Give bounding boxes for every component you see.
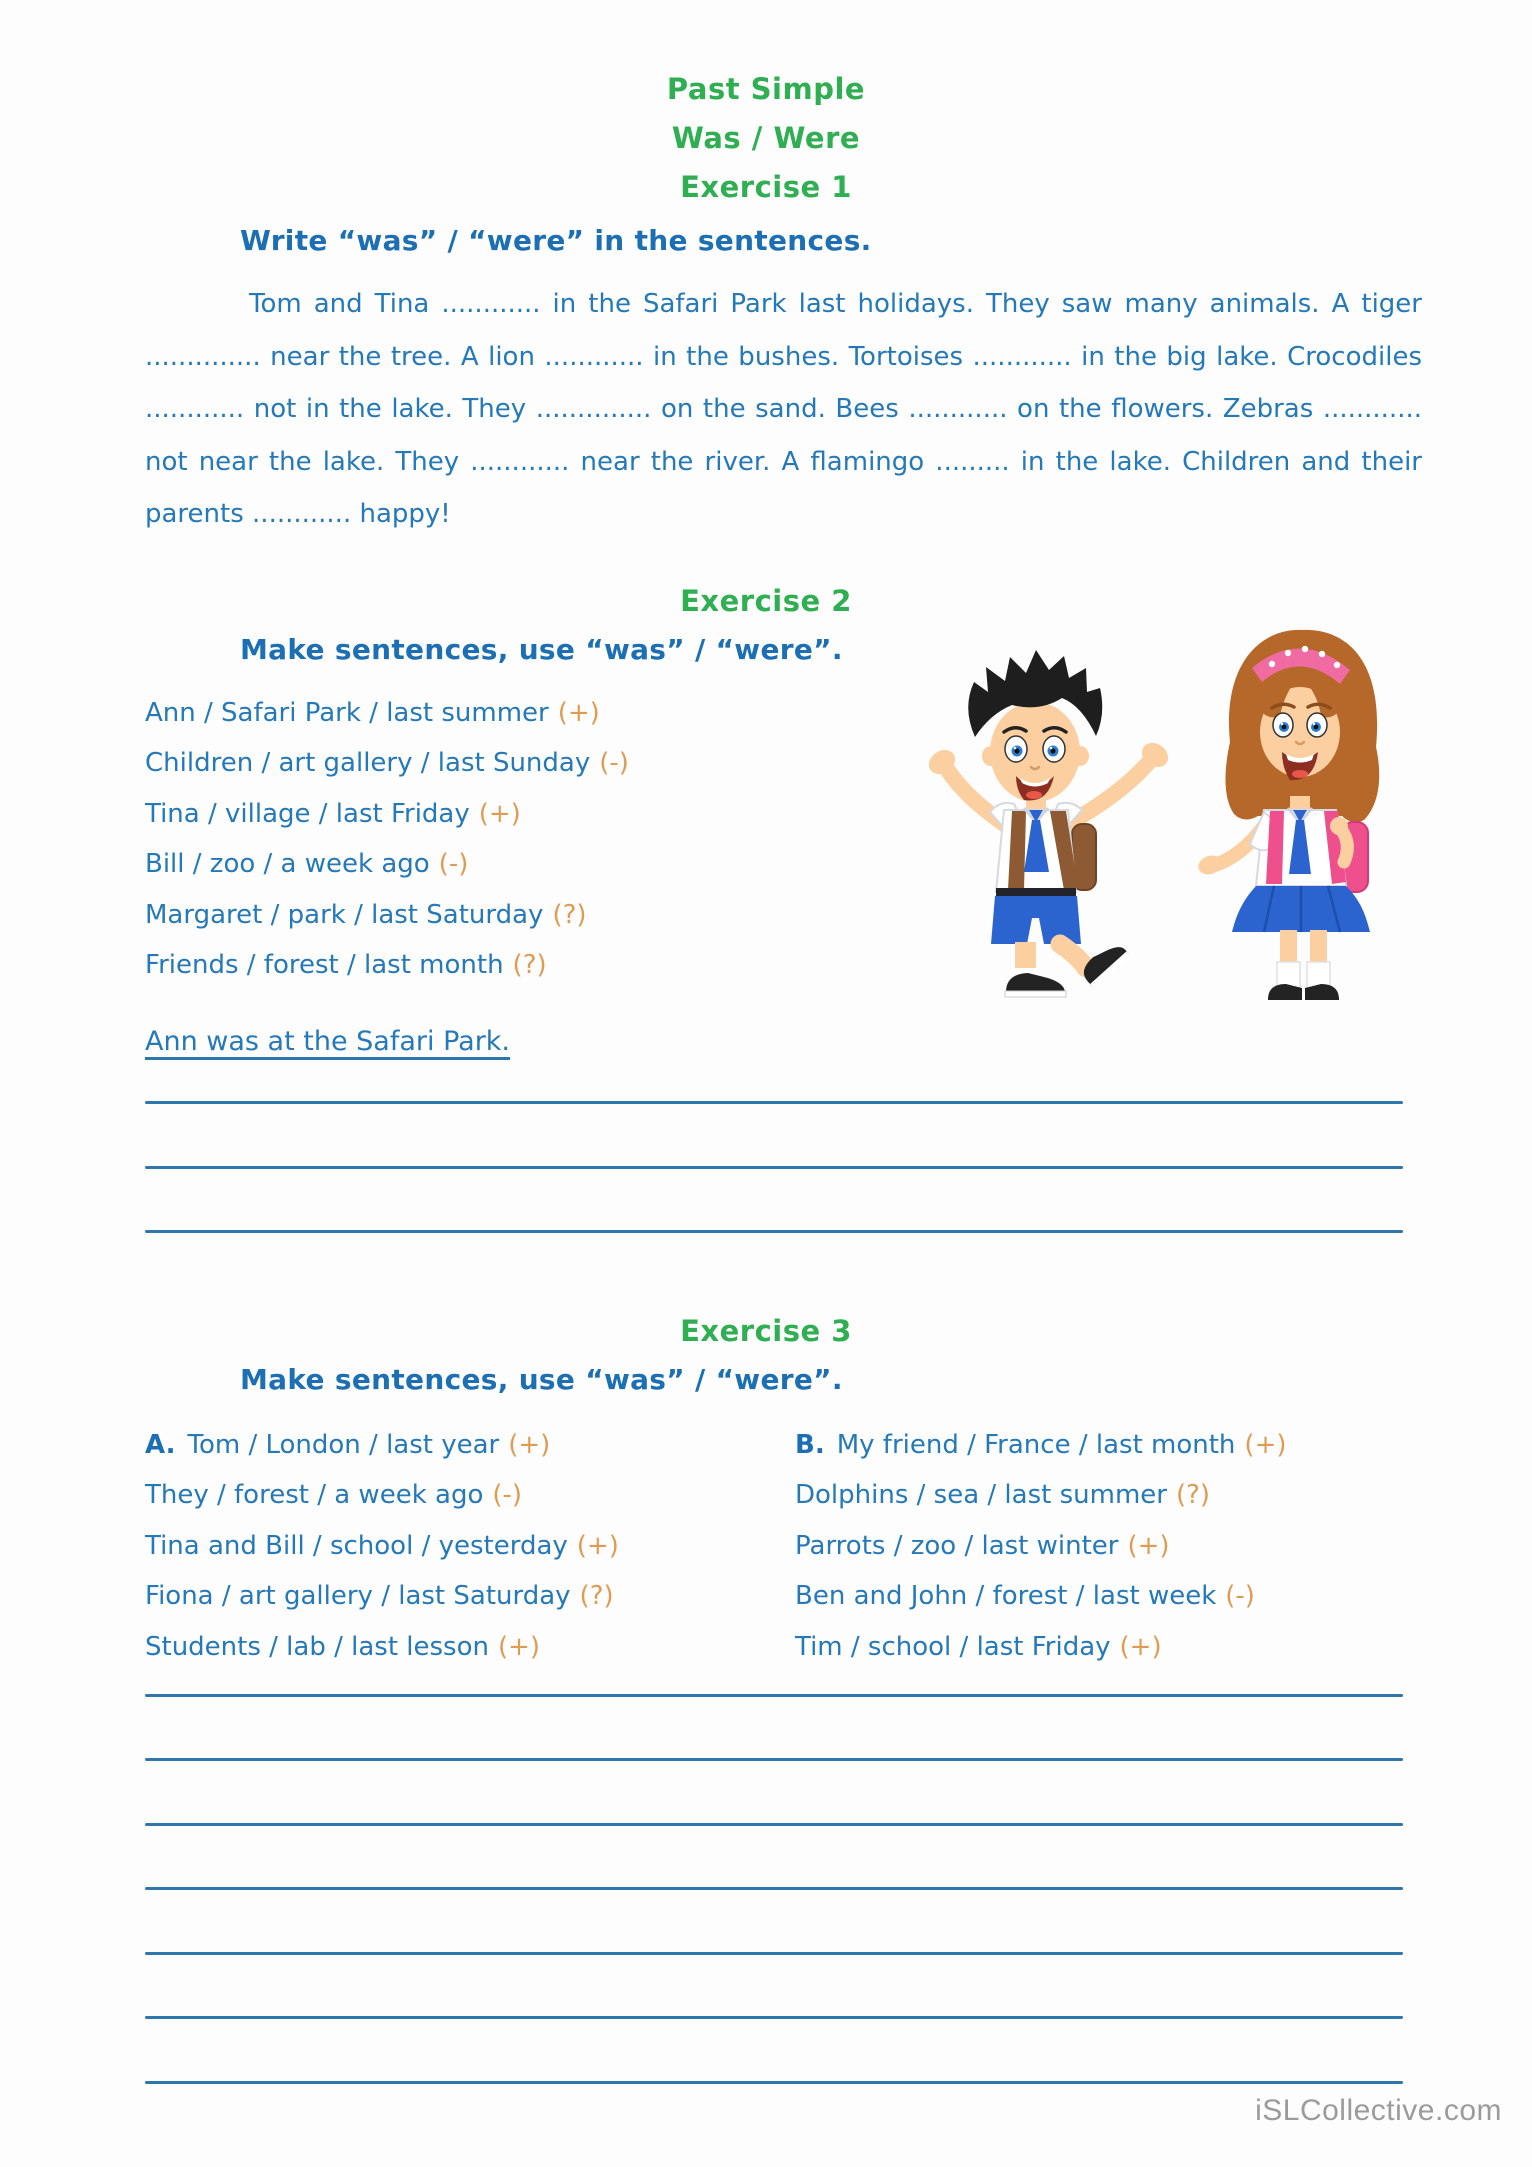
list-item: Children / art gallery / last Sunday (-) [145, 748, 629, 779]
polarity-marker: (-) [438, 849, 469, 880]
list-item: Tina / village / last Friday (+) [145, 798, 521, 829]
polarity-marker: (+) [576, 1530, 619, 1561]
list-item: Friends / forest / last month (?) [145, 950, 547, 981]
exercise1-gapfill-paragraph: Tom and Tina ............ in the Safari Park last holidays. They saw many animals. A tiger .............. near the tree. A lion ............ in the bushes. Tortoises ............ in the big lake. Crocodiles ............ not in the lake. They .............. on the sand. Bees ............ on the flowers. Zebras ............ not near the lake. They ............ near the river. A flamingo ......... in the lake. Children and their parents ............ happy! [145, 289, 1422, 529]
answer-line [145, 1758, 1403, 1761]
list-item: Fiona / art gallery / last Saturday (?) [145, 1581, 614, 1612]
worksheet-title: Past Simple [666, 72, 866, 106]
students-illustration-svg [912, 612, 1417, 1012]
answer-line [145, 1101, 1403, 1104]
exercise2-heading: Exercise 2 [680, 584, 852, 618]
exercise1-instruction: Write “was” / “were” in the sentences. [240, 224, 872, 257]
exercise2-instruction: Make sentences, use “was” / “were”. [240, 633, 843, 666]
polarity-marker: (-) [1225, 1581, 1255, 1612]
list-item: Parrots / zoo / last winter (+) [795, 1530, 1170, 1561]
polarity-marker: (+) [498, 1631, 541, 1662]
worksheet-subtitle: Was / Were [671, 121, 861, 155]
answer-line [145, 2016, 1403, 2019]
exercise3-column-b [795, 1420, 1287, 1672]
list-item: Dolphins / sea / last summer (?) [795, 1480, 1211, 1511]
answer-line [145, 1952, 1403, 1955]
list-item: Ben and John / forest / last week (-) [795, 1581, 1255, 1612]
polarity-marker: (-) [492, 1480, 523, 1511]
list-item: Margaret / park / last Saturday (?) [145, 899, 587, 930]
list-item: B. My friend / France / last month (+) [795, 1430, 1287, 1460]
list-item: A. Tom / London / last year (+) [145, 1430, 551, 1460]
students-illustration [912, 612, 1417, 1012]
list-item: Students / lab / last lesson (+) [145, 1631, 541, 1662]
list-item: Ann / Safari Park / last summer (+) [145, 698, 600, 728]
exercise3-column-a [145, 1420, 619, 1672]
polarity-marker: (+) [1119, 1631, 1162, 1662]
boy-student-illustration [924, 650, 1173, 997]
polarity-marker: (+) [478, 798, 521, 829]
answer-line [145, 2081, 1403, 2084]
polarity-marker: (?) [512, 950, 547, 981]
polarity-marker: (?) [579, 1581, 614, 1612]
answer-line [145, 1823, 1403, 1826]
list-item: Tina and Bill / school / yesterday (+) [145, 1530, 619, 1561]
exercise3-instruction: Make sentences, use “was” / “were”. [240, 1363, 843, 1396]
answer-line [145, 1230, 1403, 1233]
list-item: Tim / school / last Friday (+) [795, 1631, 1162, 1662]
polarity-marker: (+) [557, 698, 600, 728]
polarity-marker: (+) [508, 1430, 551, 1460]
watermark: iSLCollective.com [1255, 2094, 1502, 2127]
polarity-marker: (?) [552, 899, 587, 930]
list-item: They / forest / a week ago (-) [145, 1480, 523, 1511]
exercise1-heading: Exercise 1 [680, 170, 852, 204]
answer-line [145, 1694, 1403, 1697]
list-item: Bill / zoo / a week ago (-) [145, 849, 469, 880]
exercise3-heading: Exercise 3 [680, 1314, 852, 1348]
column-b-label: B. [795, 1430, 825, 1460]
column-a-label: A. [145, 1430, 176, 1460]
girl-student-illustration [1196, 630, 1380, 1000]
polarity-marker: (-) [599, 748, 629, 779]
exercise2-prompt-list [145, 688, 629, 990]
answer-line [145, 1887, 1403, 1890]
answer-line [145, 1166, 1403, 1169]
polarity-marker: (+) [1244, 1430, 1287, 1460]
exercise2-example-sentence: Ann was at the Safari Park. [145, 1026, 511, 1057]
polarity-marker: (?) [1175, 1480, 1211, 1511]
polarity-marker: (+) [1127, 1530, 1170, 1561]
